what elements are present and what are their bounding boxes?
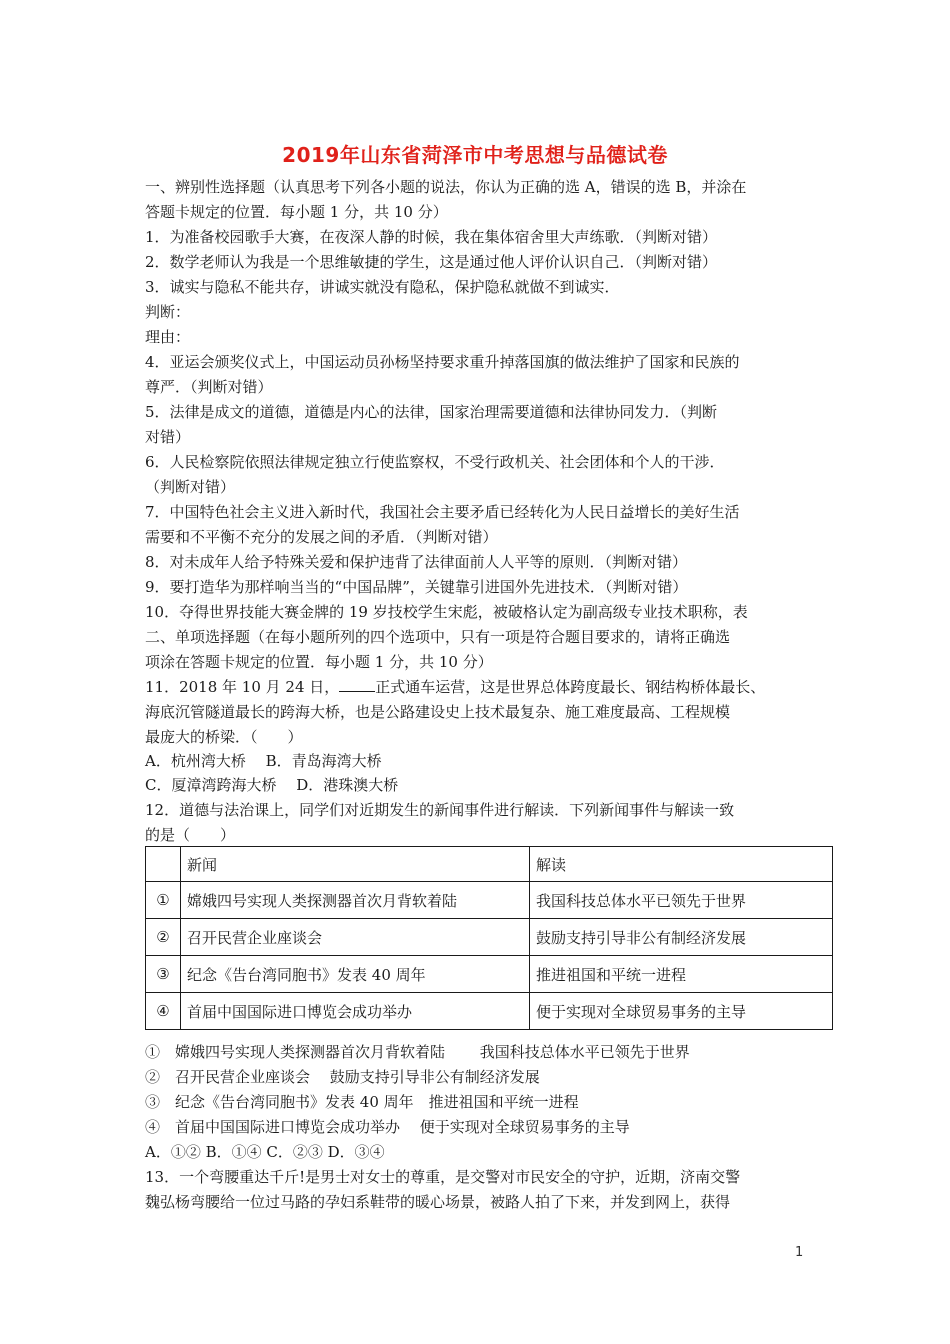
question-6-line2: （判断对错）: [145, 478, 236, 496]
question-8: 8．对未成年人给予特殊关爱和保护违背了法律面前人人平等的原则．（判断对错）: [145, 553, 688, 571]
reading-cell: 便于实现对全球贸易事务的主导: [530, 993, 833, 1030]
row-number: ③: [146, 956, 181, 993]
news-cell: 嫦娥四号实现人类探测器首次月背软着陆: [181, 882, 530, 919]
question-13-line1: 13．一个弯腰重达千斤!是男士对女士的尊重，是交警对市民安全的守护，近期，济南交警: [145, 1168, 741, 1186]
question-11-suffix: 正式通车运营，这是世界总体跨度最长、钢结构桥体最长、: [375, 678, 766, 696]
reading-cell: 我国科技总体水平已领先于世界: [530, 882, 833, 919]
question-4-line1: 4．亚运会颁奖仪式上，中国运动员孙杨坚持要求重升掉落国旗的做法维护了国家和民族的: [145, 353, 740, 371]
question-11-line2: 海底沉管隧道最长的跨海大桥，也是公路建设史上技术最复杂、施工难度最高、工程规模: [145, 703, 731, 721]
table-header-row: [146, 847, 833, 882]
row-number: ①: [146, 882, 181, 919]
table-header-cell: 解读: [530, 847, 833, 882]
question-13-line2: 魏弘杨弯腰给一位过马路的孕妇系鞋带的暖心场景，被路人拍了下来，并发到网上，获得: [145, 1193, 731, 1211]
question-6-line1: 6．人民检察院依照法律规定独立行使监察权，不受行政机关、社会团体和个人的干涉．: [145, 453, 725, 471]
question-11-line3: 最庞大的桥梁．（ ）: [145, 728, 303, 746]
question-7-line1: 7．中国特色社会主义进入新时代，我国社会主要矛盾已经转化为人民日益增长的美好生活: [145, 503, 740, 521]
judgment-label: 判断：: [145, 303, 191, 321]
section1-heading-line2: 答题卡规定的位置．每小题 1 分，共 10 分）: [145, 203, 448, 221]
question-11-options-cd: C．厦漳湾跨海大桥 D．港珠澳大桥: [145, 776, 399, 794]
table-row: [146, 956, 833, 993]
answer-blank: [339, 677, 375, 692]
question-10: 10．夺得世界技能大赛金牌的 19 岁技校学生宋彪，被破格认定为副高级专业技术职称，表: [145, 603, 748, 621]
question-5-line1: 5．法律是成文的道德，道德是内心的法律，国家治理需要道德和法律协同发力．（判断: [145, 403, 718, 421]
news-cell: 纪念《告台湾同胞书》发表 40 周年: [181, 956, 530, 993]
table-header-cell: 新闻: [181, 847, 530, 882]
reason-label: 理由：: [145, 328, 191, 346]
news-cell: 召开民营企业座谈会: [181, 919, 530, 956]
row-number: ④: [146, 993, 181, 1030]
question-5-line2: 对错）: [145, 428, 191, 446]
reading-cell: 推进祖国和平统一进程: [530, 956, 833, 993]
question-12-repeat-1: ① 嫦娥四号实现人类探测器首次月背软着陆 我国科技总体水平已领先于世界: [145, 1043, 690, 1061]
question-2: 2．数学老师认为我是一个思维敏捷的学生，这是通过他人评价认识自己．（判断对错）: [145, 253, 718, 271]
table-row: [146, 919, 833, 956]
question-9: 9．要打造华为那样响当当的“中国品牌”，关键靠引进国外先进技术．（判断对错）: [145, 578, 688, 596]
question-11-line1: [145, 677, 815, 697]
news-table: [145, 846, 833, 1030]
table-header-cell: [146, 847, 181, 882]
question-12-repeat-2: ② 召开民营企业座谈会 鼓励支持引导非公有制经济发展: [145, 1068, 540, 1086]
question-1: 1．为准备校园歌手大赛，在夜深人静的时候，我在集体宿舍里大声练歌．（判断对错）: [145, 228, 718, 246]
question-3: 3．诚实与隐私不能共存，讲诚实就没有隐私，保护隐私就做不到诚实．: [145, 278, 620, 296]
exam-title: 2019年山东省菏泽市中考思想与品德试卷: [282, 143, 668, 167]
question-12-repeat-3: ③ 纪念《告台湾同胞书》发表 40 周年 推进祖国和平统一进程: [145, 1093, 579, 1111]
news-cell: 首届中国国际进口博览会成功举办: [181, 993, 530, 1030]
question-7-line2: 需要和不平衡不充分的发展之间的矛盾．（判断对错）: [145, 528, 498, 546]
row-number: ②: [146, 919, 181, 956]
page-number: 1: [795, 1245, 804, 1260]
question-12-line2: 的是（ ）: [145, 826, 236, 844]
question-4-line2: 尊严．（判断对错）: [145, 378, 273, 396]
table-row: [146, 882, 833, 919]
table-row: [146, 993, 833, 1030]
section2-heading-line1: 二、单项选择题（在每小题所列的四个选项中，只有一项是符合题目要求的，请将正确选: [145, 628, 731, 646]
question-11-options-ab: A．杭州湾大桥 B．青岛海湾大桥: [145, 752, 382, 770]
question-12-repeat-4: ④ 首届中国国际进口博览会成功举办 便于实现对全球贸易事务的主导: [145, 1118, 630, 1136]
question-12-options: A．①② B．①④ C．②③ D．③④: [145, 1143, 385, 1161]
section2-heading-line2: 项涂在答题卡规定的位置．每小题 1 分，共 10 分）: [145, 653, 493, 671]
question-12-line1: 12．道德与法治课上，同学们对近期发生的新闻事件进行解读．下列新闻事件与解读一致: [145, 801, 735, 819]
question-11-prefix: 11．2018 年 10 月 24 日，: [145, 678, 340, 696]
reading-cell: 鼓励支持引导非公有制经济发展: [530, 919, 833, 956]
section1-heading-line1: 一、辨别性选择题（认真思考下列各小题的说法，你认为正确的选 A，错误的选 B，并涂在: [145, 178, 747, 196]
